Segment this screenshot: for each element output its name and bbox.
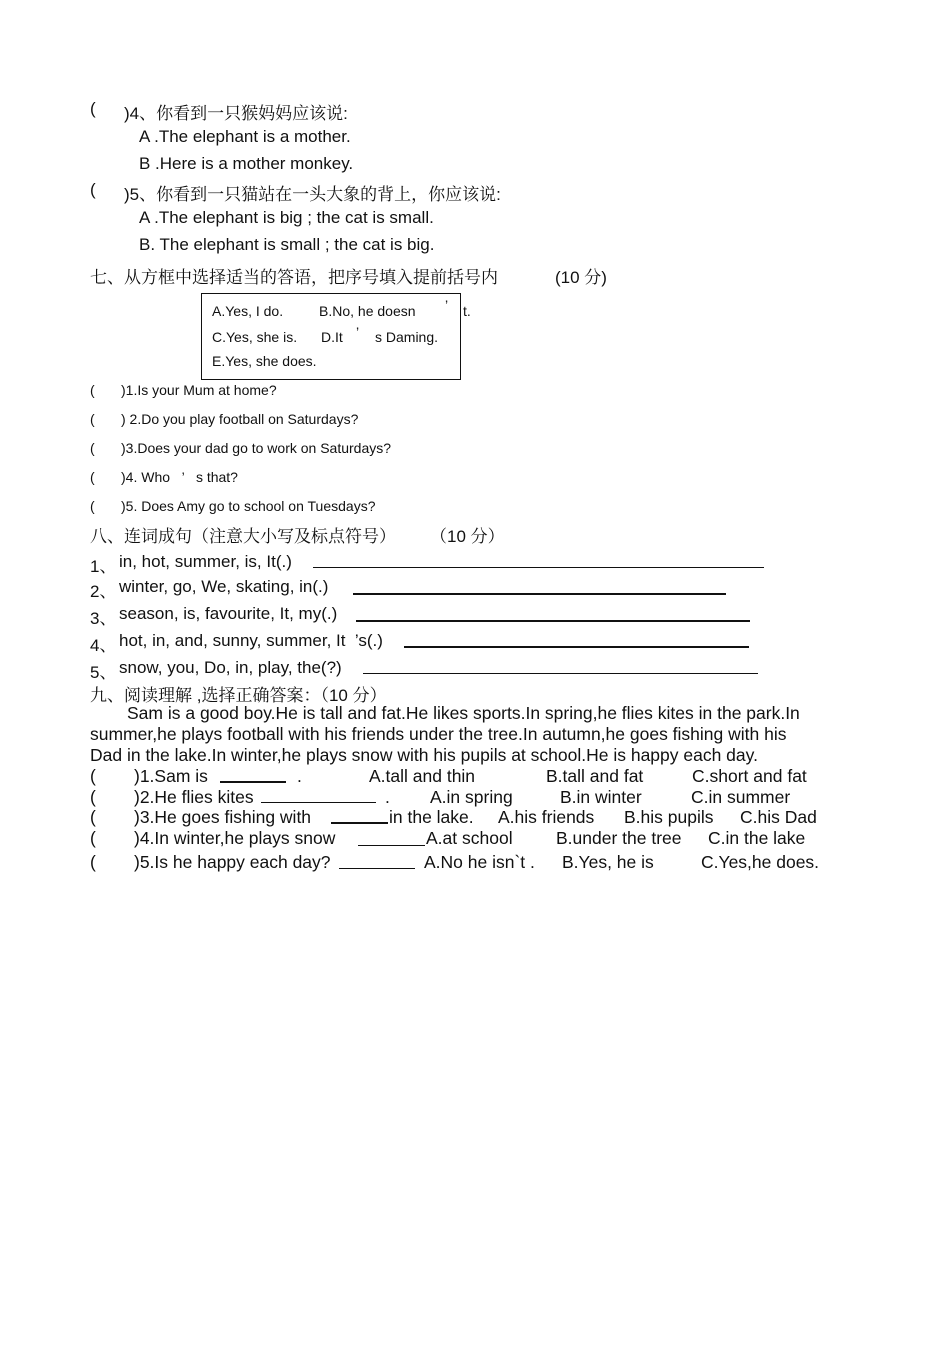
q6-4-label: )4、你看到一只猴妈妈应该说: xyxy=(124,104,348,123)
q6-5-label: )5、你看到一只猫站在一头大象的背上，你应该说: xyxy=(124,185,501,204)
q8-4-num: 4、 xyxy=(90,636,117,655)
q8-3-num: 3、 xyxy=(90,609,117,628)
q9-3-option-c: C.his Dad xyxy=(740,807,817,827)
q7-5-paren: ( xyxy=(90,498,95,514)
q6-5-paren: ( xyxy=(90,180,96,199)
q9-1-blank[interactable] xyxy=(220,781,286,783)
q9-5-blank[interactable] xyxy=(339,868,415,869)
q9-4-option-a: A.at school xyxy=(426,828,513,848)
section9-title: 九、阅读理解 ,选择正确答案：（10 分） xyxy=(90,686,387,705)
q6-4-option-a: A .The elephant is a mother. xyxy=(139,127,351,146)
q9-3-option-a: A.his friends xyxy=(498,807,595,827)
q7-4-text: )4. Who ’ s that? xyxy=(121,469,238,485)
passage-line-1: Sam is a good boy.He is tall and fat.He likes sports.In spring,he flies kites in the park.In xyxy=(127,703,800,723)
q6-5-option-a: A .The elephant is big ; the cat is small. xyxy=(139,208,434,227)
q8-2-num: 2、 xyxy=(90,582,117,601)
q9-2-blank[interactable] xyxy=(261,802,376,803)
section7-score: (10 分) xyxy=(555,268,607,287)
q9-5-paren: ( xyxy=(90,852,96,872)
q6-4-paren: ( xyxy=(90,99,96,118)
box-option-a: A.Yes, I do. xyxy=(212,303,284,319)
box-option-b-apostrophe: ’ xyxy=(445,297,449,313)
box-option-d-end: s Daming. xyxy=(375,329,439,345)
q7-2-paren: ( xyxy=(90,411,95,427)
q7-1-paren: ( xyxy=(90,382,95,398)
q8-5-answer-line[interactable] xyxy=(363,673,758,674)
q9-3-blank[interactable] xyxy=(331,822,388,824)
q8-1-text: in, hot, summer, is, It(.) xyxy=(119,552,292,571)
q9-5-option-b: B.Yes, he is xyxy=(562,852,654,872)
q8-4-answer-line[interactable] xyxy=(404,646,749,648)
q9-5-stem: )5.Is he happy each day? xyxy=(134,852,331,872)
q9-2-after: . xyxy=(385,787,390,807)
q9-3-paren: ( xyxy=(90,807,96,827)
q9-3-stem: )3.He goes fishing with xyxy=(134,807,312,827)
q9-3-after: in the lake. xyxy=(389,807,474,827)
passage-line-3: Dad in the lake.In winter,he plays snow with his pupils at school.He is happy each day. xyxy=(90,745,758,765)
q9-1-stem: )1.Sam is xyxy=(134,766,208,786)
box-option-c: C.Yes, she is. xyxy=(212,329,298,345)
q7-3-text: )3.Does your dad go to work on Saturdays? xyxy=(121,440,392,456)
q8-1-num: 1、 xyxy=(90,557,117,576)
q9-4-stem: )4.In winter,he plays snow xyxy=(134,828,336,848)
q9-1-option-b: B.tall and fat xyxy=(546,766,644,786)
section8-title: 八、连词成句（注意大小写及标点符号） xyxy=(90,527,396,546)
q9-5-option-a: A.No he isn`t . xyxy=(424,852,535,872)
q8-2-text: winter, go, We, skating, in(.) xyxy=(119,577,329,596)
q8-5-num: 5、 xyxy=(90,663,117,682)
q9-2-option-a: A.in spring xyxy=(430,787,513,807)
section7-title: 七、从方框中选择适当的答语，把序号填入提前括号内 xyxy=(90,268,498,287)
q9-2-option-c: C.in summer xyxy=(691,787,791,807)
q7-2-text: ) 2.Do you play football on Saturdays? xyxy=(121,411,359,427)
q8-3-text: season, is, favourite, It, my(.) xyxy=(119,604,338,623)
q8-1-answer-line[interactable] xyxy=(313,567,764,568)
q9-1-after: . xyxy=(297,766,302,786)
q9-1-option-c: C.short and fat xyxy=(692,766,807,786)
q9-1-option-a: A.tall and thin xyxy=(369,766,476,786)
q8-3-answer-line[interactable] xyxy=(356,620,750,622)
q7-5-text: )5. Does Amy go to school on Tuesdays? xyxy=(121,498,376,514)
q9-2-paren: ( xyxy=(90,787,96,807)
q9-2-option-b: B.in winter xyxy=(560,787,642,807)
q9-4-option-b: B.under the tree xyxy=(556,828,682,848)
q8-4-text: hot, in, and, sunny, summer, It ’s(.) xyxy=(119,631,383,650)
section8-score: （10 分） xyxy=(430,527,505,546)
q9-5-option-c: C.Yes,he does. xyxy=(701,852,820,872)
box-option-b: B.No, he doesn xyxy=(319,303,416,319)
q8-5-text: snow, you, Do, in, play, the(?) xyxy=(119,658,342,677)
q9-3-option-b: B.his pupils xyxy=(624,807,714,827)
q7-3-paren: ( xyxy=(90,440,95,456)
q9-4-blank[interactable] xyxy=(358,845,425,846)
q9-4-paren: ( xyxy=(90,828,96,848)
q7-1-text: )1.Is your Mum at home? xyxy=(121,382,277,398)
passage-line-2: summer,he plays football with his friends under the tree.In autumn,he goes fishing with his xyxy=(90,724,787,744)
q8-2-answer-line[interactable] xyxy=(353,593,726,595)
q6-4-option-b: B .Here is a mother monkey. xyxy=(139,154,354,173)
q9-2-stem: )2.He flies kites xyxy=(134,787,254,807)
q9-1-paren: ( xyxy=(90,766,96,786)
q7-4-paren: ( xyxy=(90,469,95,485)
box-option-e: E.Yes, she does. xyxy=(212,353,317,369)
box-option-b-end: t. xyxy=(463,303,471,319)
box-option-d: D.It xyxy=(321,329,343,345)
q9-4-option-c: C.in the lake xyxy=(708,828,806,848)
q6-5-option-b: B. The elephant is small ; the cat is big. xyxy=(139,235,435,254)
box-option-d-apostrophe: ’ xyxy=(356,324,360,340)
